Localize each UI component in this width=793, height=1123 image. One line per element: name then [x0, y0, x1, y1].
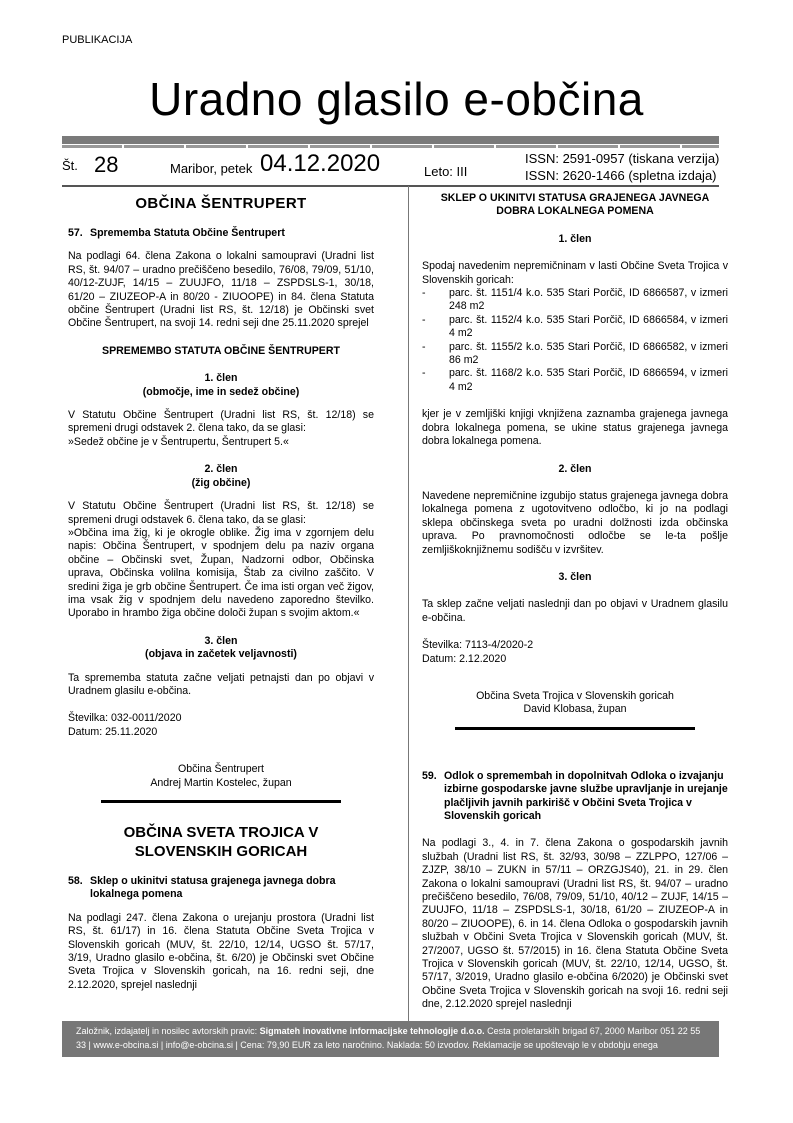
issue-number: 28	[94, 152, 119, 177]
issue-date: 04.12.2020	[260, 150, 381, 177]
clause-heading: 1. člen	[558, 232, 592, 245]
document-date: Datum: 2.12.2020	[422, 652, 507, 665]
masthead-rule	[62, 136, 719, 144]
article-heading	[68, 227, 374, 240]
clause-text: V Statutu Občine Šentrupert (Uradni list RS, št. 12/18) se spremeni drugi odstavek 2. člena tako, da se glasi:	[68, 409, 374, 435]
parcel-list	[422, 287, 728, 394]
document-title: SKLEP O UKINITVI STATUSA GRAJENEGA JAVNEGA DOBRA LOKALNEGA POMENA	[440, 192, 710, 218]
clause-text: Spodaj navedenim nepremičninam v lasti Občine Sveta Trojica v Slovenskih goricah:	[422, 260, 728, 286]
signature-organisation: Občina Šentrupert	[178, 763, 264, 776]
clause-heading: 3. člen	[558, 570, 592, 583]
clause-text: Ta sklep začne veljati naslednji dan po objavi v Uradnem glasilu e-občina.	[422, 598, 728, 624]
signature-name: David Klobasa, župan	[523, 703, 627, 716]
publication-label: PUBLIKACIJA	[62, 34, 133, 46]
article-intro: Na podlagi 3., 4. in 7. člena Zakona o gospodarskih javnih službah (Uradni list RS, št. 32/93, 30/98 – ZZLPPO, 127/06 – ZJZP, 38/10 – ZUKN in 57/11 – ORZGJS40), 21. in 29. člen Zakona o lokalni samoupravi (Uradni list RS, št. 94/07 – uradno prečiščeno besedilo, 76/08, 79/09, 51/10, 40/12 – ZUJF, 14/15 – ZUUJFO, 11/18 – ZSPDSLS-1, 30/18, 61/20 – ZIUZEOP-A in 80/20 – ZIUOOPE), 6. in 14. člena Odloka o gospodarskih javnih službah v Občini Sveta Trojica v Slovenskih goricah (MUV, št. 27/2007, UGSO št. 57/2015) in 16. člena Statuta Občine Sveta Trojica v Slovenskih goricah (MUV, št. 22/10, 12/14, UGSO, št. 57/17, 3/2019, Uradno glasilo e-občina 6/2020) je Občinski svet Občine Sveta Trojica v Slovenskih goricah na svoji 16. redni seji dne, 2.12.2020 sprejel naslednji	[422, 837, 728, 1011]
list-item: - parc. št. 1152/4 k.o. 535 Stari Porčič, ID 6866584, v izmeri 4 m2	[422, 313, 728, 340]
issn-print: ISSN: 2591-0957 (tiskana verzija)	[525, 151, 720, 166]
clause-text: Navedene nepremičnine izgubijo status grajenega javnega dobra lokalnega pomena z ugotovitveno odločbo, ki jo na podlagi sklepa občinskega sveta po uradni dolžnosti izda občinska uprava. Po pravnomočnosti odločbe se le-ta pošlje zemljiškoknjižnemu sodišču v izvršitev.	[422, 489, 728, 556]
issue-number-label: Št.	[62, 158, 78, 173]
clause-quote: »Sedež občine je v Šentrupertu, Šentrupert 5.«	[68, 435, 289, 448]
issue-place-day: Maribor, petek	[170, 161, 253, 176]
issue-year: Leto: III	[424, 164, 468, 179]
left-column	[68, 192, 374, 992]
clause-text: Ta sprememba statuta začne veljati petnajsti dan po objavi v Uradnem glasilu e-občina.	[68, 671, 374, 697]
list-item: - parc. št. 1151/4 k.o. 535 Stari Porčič, ID 6866587, v izmeri 248 m2	[422, 287, 728, 313]
article-title: Odlok o spremembah in dopolnitvah Odloka o izvajanju izbirne gospodarske javne službe upravljanje in urejanje plačljivih javnih parkirišč v Občini Sveta Trojica v Slovenskih goricah	[444, 769, 728, 822]
article-title: Sklep o ukinitvi statusa grajenega javnega dobra lokalnega pomena	[90, 875, 336, 901]
footer-email-link[interactable]: info@e-obcina.si	[165, 1040, 233, 1050]
masthead-title: Uradno glasilo e-občina	[149, 73, 644, 125]
document-number: Številka: 7113-4/2020-2	[422, 639, 534, 652]
footer-lead: Založnik, izdajatelj in nosilec avtorskih pravic:	[76, 1026, 258, 1036]
column-divider	[408, 186, 409, 1022]
footer-address: Cesta proletarskih brigad 67, 2000 Maribor 051 22 55 33 |	[76, 1026, 701, 1050]
page-footer	[62, 1021, 719, 1057]
signature-name: Andrej Martin Kostelec, župan	[150, 776, 292, 789]
clause-quote: »Občina ima žig, ki je okrogle oblike. Žig ima v zgornjem delu napis: Občina Šentrupert, v spodnjem delu pa naziv organa občine – Občinski svet, Župan, Nadzorni odbor, Občinska uprava, Občinska volilna komisija, Štab za civilno zaščito. V sredini žiga je grb občine Šentrupert. Če ima isti organ več žigov, ima vsak žig v spodnjem delu navedeno zaporedno številko. Uporabo in hrambo žiga občine določi župan s svojim aktom.«	[68, 526, 374, 620]
article-number: 59.	[422, 769, 437, 782]
clause-heading: 1. člen	[204, 372, 238, 385]
clause-subheading: (žig občine)	[191, 476, 251, 489]
article-heading	[422, 770, 728, 824]
article-title: Sprememba Statuta Občine Šentrupert	[90, 227, 285, 239]
clause-heading: 3. člen	[204, 634, 238, 647]
issn-web: ISSN: 2620-1466 (spletna izdaja)	[525, 168, 717, 183]
document-date: Datum: 25.11.2020	[68, 725, 158, 738]
footer-tail: | Cena: 79,90 EUR za leto naročnino. Naklada: 50 izvodov. Reklamacije se upoštevajo le v obdobju enega	[235, 1040, 658, 1050]
right-column	[422, 192, 728, 1012]
article-heading	[68, 875, 374, 902]
document-number: Številka: 032-0011/2020	[68, 712, 182, 725]
clause-text: kjer je v zemljiški knjigi vknjižena zaznamba grajenega javnega dobra lokalnega pomena, se ukine status grajenega javnega dobra lokalnega pomena.	[422, 408, 728, 448]
clause-subheading: (območje, ime in sedež občine)	[142, 385, 300, 398]
clause-heading: 2. člen	[558, 462, 592, 475]
article-intro: Na podlagi 247. člena Zakona o urejanju prostora (Uradni list RS, št. 61/17) in 16. člena Statuta Občine Sveta Trojica v Slovenskih goricah (MUV, št. 22/10, 12/14, UGSO št. 57/17, 3/19, Uradno glasilo e-občina, št. 6/20) je Občinski svet Občine Sveta Trojica v Slovenskih goricah, na 16. redni seji, dne 2.12.2020, sprejel naslednji	[68, 911, 374, 991]
article-number: 58.	[68, 875, 83, 887]
municipality-heading: OBČINA ŠENTRUPERT	[135, 195, 307, 212]
list-item: - parc. št. 1168/2 k.o. 535 Stari Porčič, ID 6866594, v izmeri 4 m2	[422, 367, 728, 393]
article-number: 57.	[68, 227, 83, 239]
footer-separator: |	[160, 1040, 164, 1050]
clause-text: V Statutu Občine Šentrupert (Uradni list RS, št. 12/18) se spremeni drugi odstavek 6. člena tako, da se glasi:	[68, 500, 374, 526]
document-title: SPREMEMBO STATUTA OBČINE ŠENTRUPERT	[102, 344, 340, 357]
masthead-rule-dashed	[62, 145, 719, 148]
clause-subheading: (objava in začetek veljavnosti)	[145, 648, 297, 661]
municipality-heading: OBČINA SVETA TROJICA V SLOVENSKIH GORICAH	[123, 824, 319, 860]
clause-heading: 2. člen	[204, 463, 238, 476]
list-item: - parc. št. 1155/2 k.o. 535 Stari Porčič, ID 6866582, v izmeri 86 m2	[422, 340, 728, 367]
signature-organisation: Občina Sveta Trojica v Slovenskih goricah	[476, 689, 674, 702]
article-intro: Na podlagi 64. člena Zakona o lokalni samoupravi (Uradni list RS, št. 94/07 – uradno prečiščeno besedilo, 76/08, 79/09, 51/10, 40/12-ZUJF, 14/15 – ZUUJFO, 11/18 – ZSPDSLS-1, 30/18, 61/20 – ZIUZEOP-A in 80/20 - ZIUOOPE) in 84. člena Statuta občine Šentrupert (Uradni list RS, št. 12/18) je Občinski svet Občine Šentrupert, na svoji 14. redni seji dne 25.11.2020 sprejel	[68, 250, 374, 330]
header-divider	[62, 185, 719, 187]
footer-website-link[interactable]: www.e-obcina.si	[93, 1040, 159, 1050]
footer-publisher: Sigmateh inovativne informacijske tehnologije d.o.o.	[259, 1026, 485, 1036]
